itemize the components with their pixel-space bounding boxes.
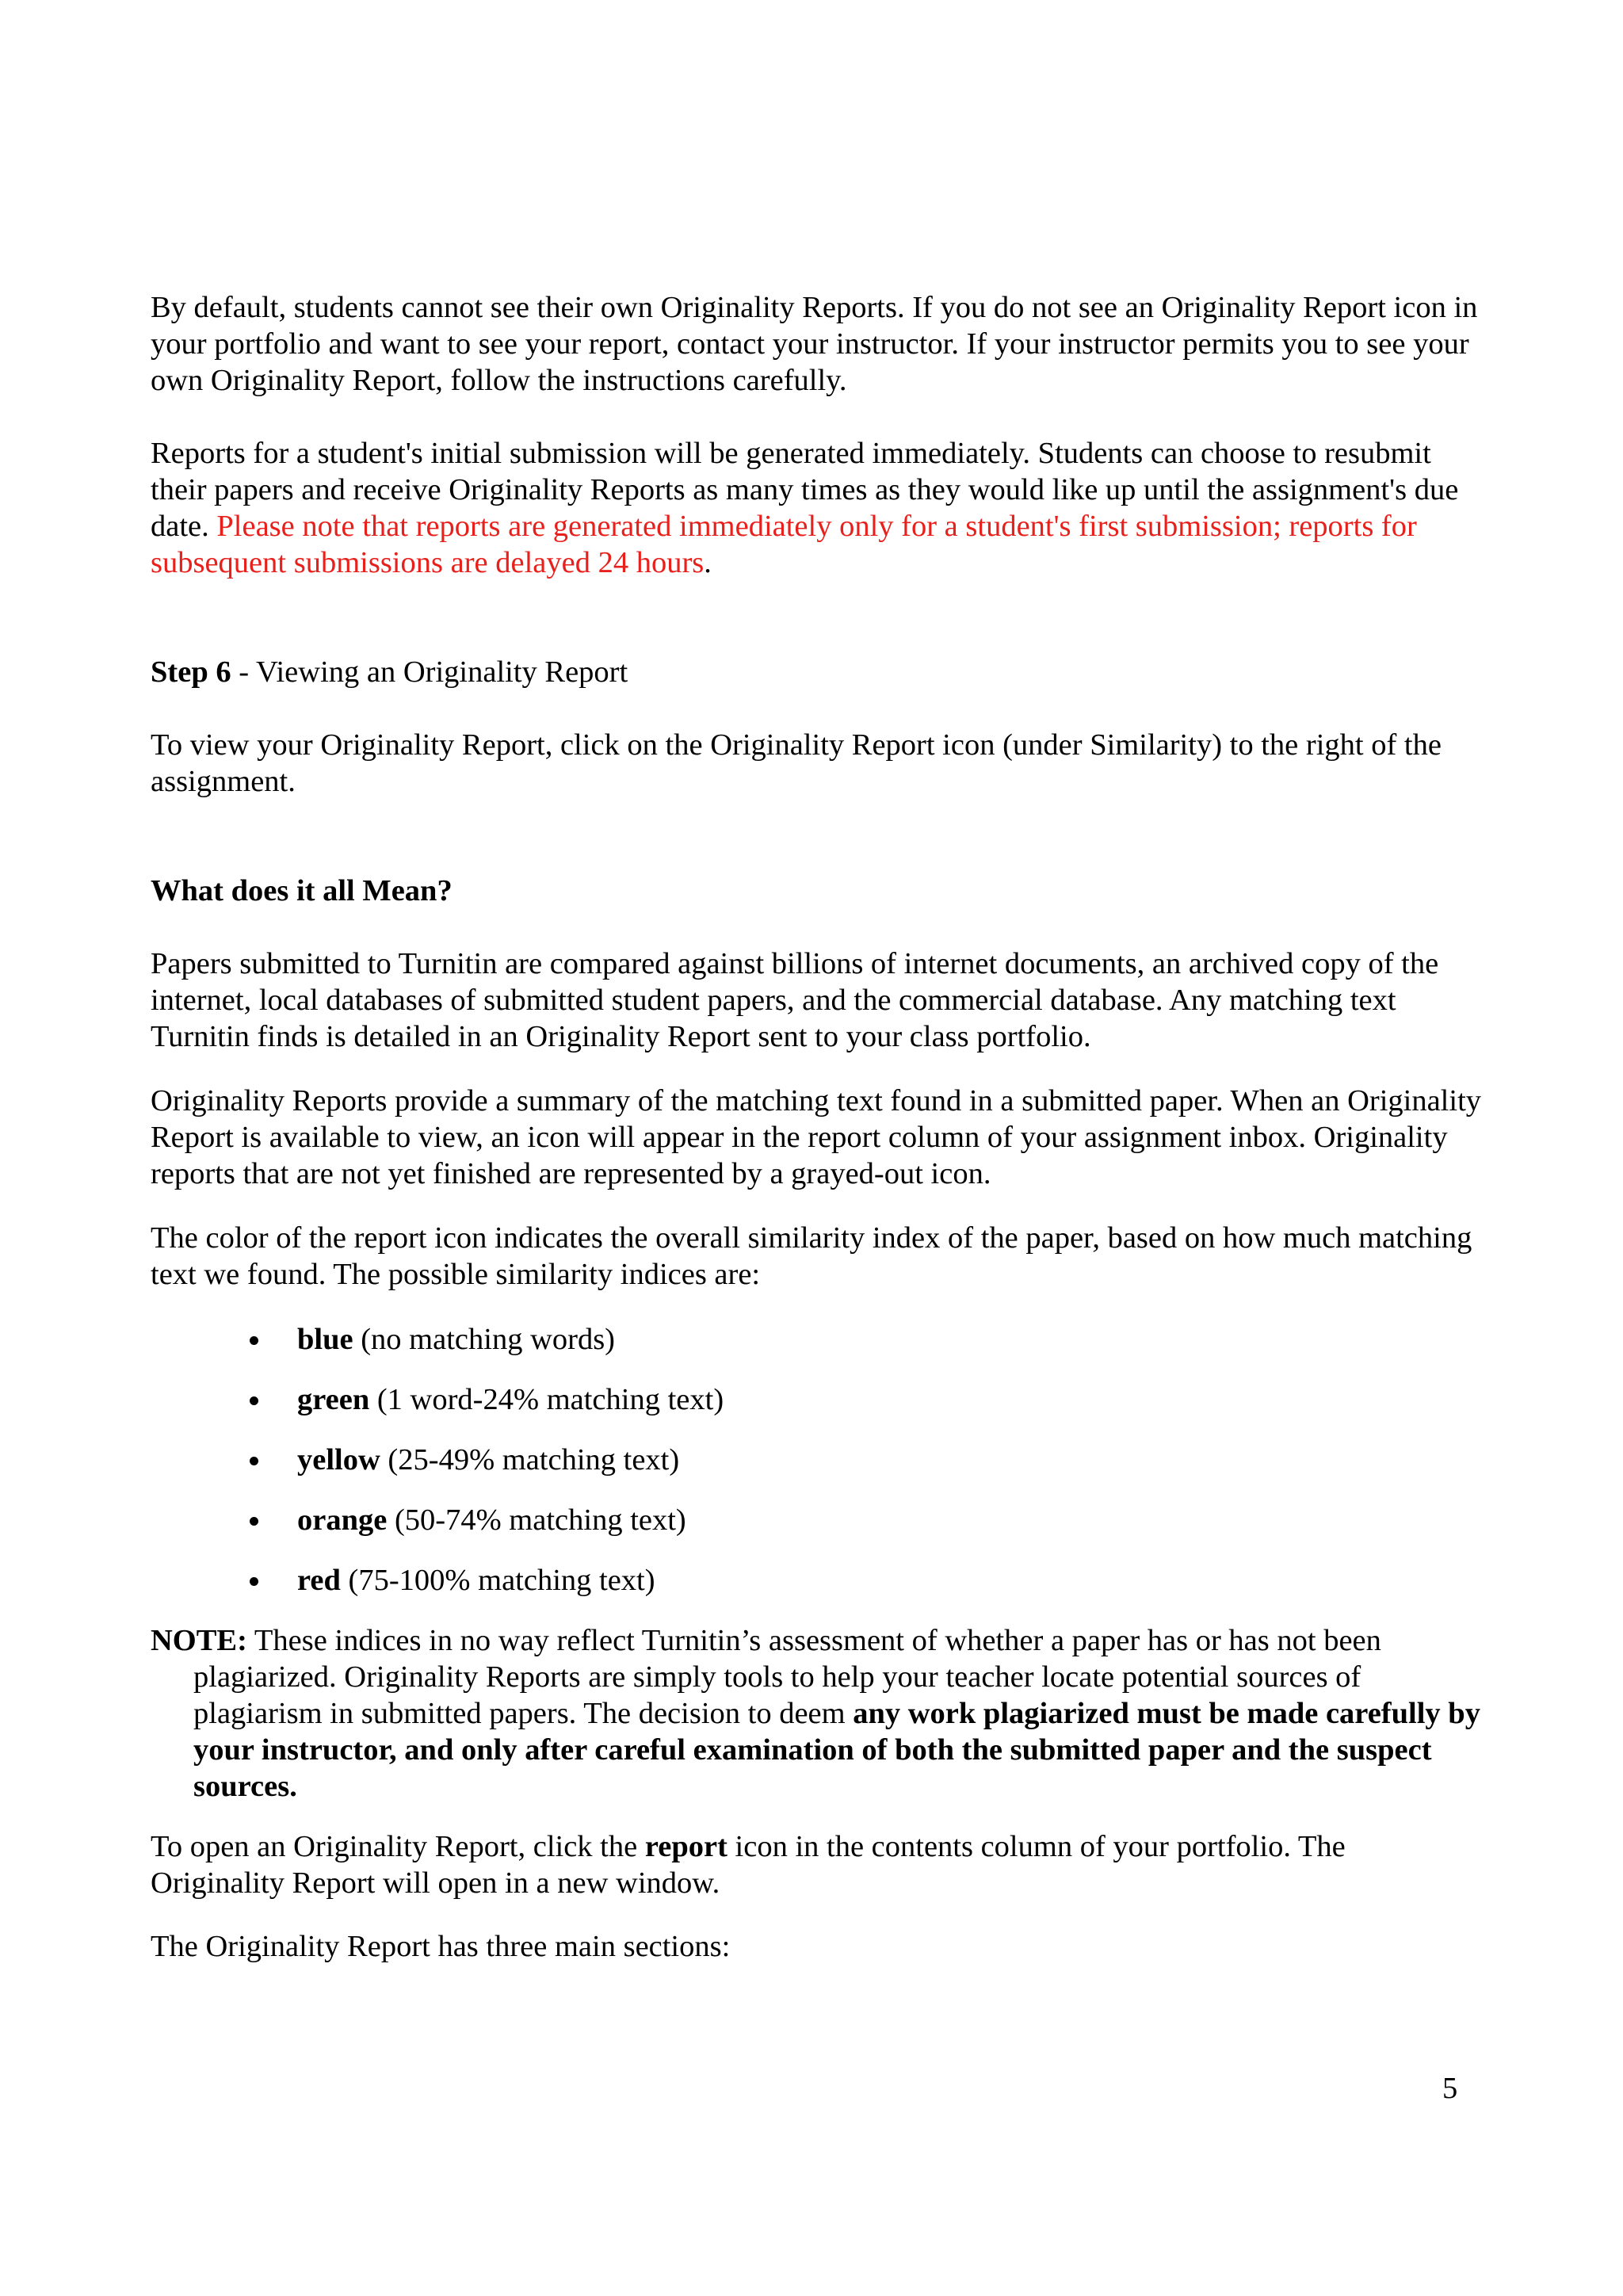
index-desc: (50-74% matching text) [387,1503,686,1537]
list-item [151,1381,1482,1418]
delay-notice-period: . [704,546,712,579]
bullet-icon [250,1396,258,1405]
bullet-icon [250,1457,258,1465]
list-item [151,1321,1482,1358]
similarity-index-list [151,1321,1482,1599]
index-name: red [297,1564,341,1597]
resubmission-paragraph [151,435,1482,581]
index-name: green [297,1383,370,1416]
color-paragraph: The color of the report icon indicates the overall similarity index of the paper, based on how much matching text we found. The possible similarity indices are: [151,1221,1472,1291]
index-desc: (25-49% matching text) [380,1443,680,1477]
comparison-paragraph: Papers submitted to Turnitin are compared against billions of internet documents, an archived copy of the internet, local databases of submitted student papers, and the commercial database. Any matching text Turnitin finds is detailed in an Originality Report sent to your class portfolio. [151,947,1439,1053]
resubmission-text: Reports for a student's initial submission will be generated immediately. Students can choose to resubmit their papers and receive Originality Reports as many times as they would like up until the assignment's due date. [151,437,1459,543]
page-content [151,289,1482,1965]
index-desc: (1 word-24% matching text) [369,1383,724,1416]
bullet-icon [250,1517,258,1526]
list-item [151,1442,1482,1478]
index-desc: (75-100% matching text) [340,1564,655,1597]
step-6-label: Step 6 [151,655,231,689]
bullet-icon [250,1577,258,1586]
index-name: blue [297,1323,353,1356]
open-report-paragraph [151,1828,1482,1901]
report-keyword: report [644,1830,727,1863]
note-label: NOTE: [151,1624,247,1657]
list-item [151,1502,1482,1538]
open-report-before: To open an Originality Report, click the [151,1830,645,1863]
note-text: These indices in no way reflect Turnitin’s assessment of whether a paper has or has not been plagiarized. Originality Reports are simply tools to help your teacher locate potential sources of plagiarism in submitted papers. The decision to deem [193,1624,1381,1730]
index-name: yellow [297,1443,380,1477]
index-desc: (no matching words) [353,1323,615,1356]
default-visibility-paragraph: By default, students cannot see their own Originality Reports. If you do not see an Originality Report icon in your portfolio and want to see your report, contact your instructor. If your instructor permits you to see your own Originality Report, follow the instructions carefully. [151,291,1478,397]
note-paragraph [151,1622,1482,1805]
note-bold-text: any work plagiarized must be made carefully by your instructor, and only after careful examination of both the submitted paper and the suspect sources. [193,1697,1480,1803]
step-6-title [151,654,1482,690]
view-report-paragraph: To view your Originality Report, click on the Originality Report icon (under Similarity) to the right of the assignment. [151,728,1442,798]
list-item [151,1562,1482,1599]
bullet-icon [250,1336,258,1345]
sections-paragraph: The Originality Report has three main sections: [151,1930,731,1963]
index-name: orange [297,1503,388,1537]
summary-paragraph: Originality Reports provide a summary of the matching text found in a submitted paper. When an Originality Report is available to view, an icon will appear in the report column of your assignment inbox. Originality reports that are not yet finished are represented by a grayed-out icon. [151,1084,1482,1190]
step-6-text: - Viewing an Originality Report [231,655,628,689]
page-number: 5 [1442,2072,1458,2105]
section-heading-text: What does it all Mean? [151,874,453,907]
section-heading [151,873,1482,909]
open-report-after: icon in the contents column of your portfolio. The Originality Report will open in a new window. [151,1830,1346,1900]
delay-notice: Please note that reports are generated immediately only for a student's first submission; reports for subsequent submissions are delayed 24 hours [151,510,1417,579]
